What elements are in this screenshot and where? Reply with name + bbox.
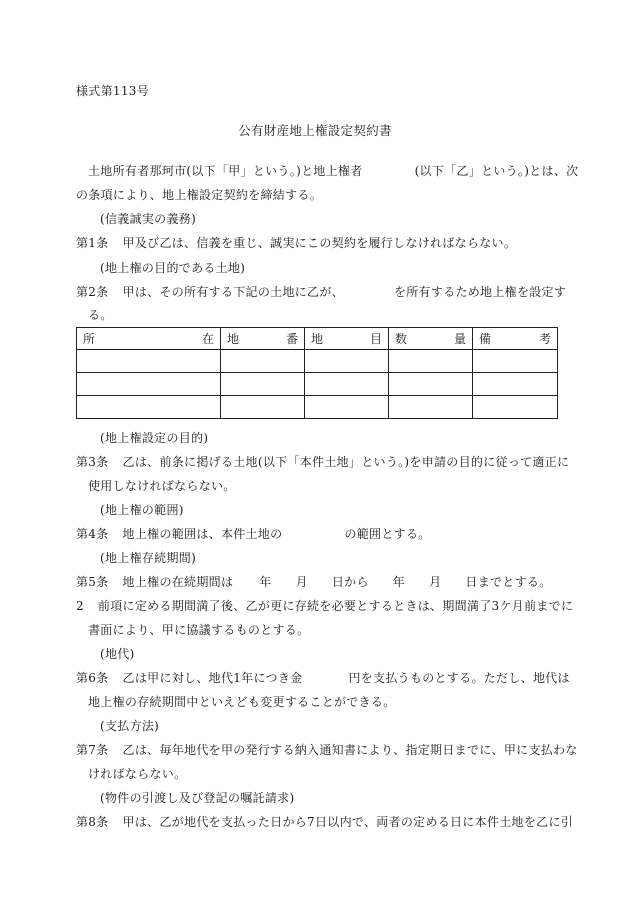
article-7-line-2: ければならない。 [88,767,187,781]
article-3-number: 第3条 [76,455,109,469]
article-7-text-1: 乙は、毎年地代を甲の発行する納入通知書により、指定期日までに、甲に支払わな [122,743,578,757]
article-5-text-a: 地上権の在続期間は [122,575,234,589]
article-2-number: 第2条 [76,285,109,299]
article-3-heading: (地上権設定の目的) [100,431,209,445]
article-5-day-from: 日から [331,575,369,589]
intro-line-1-b: (以下「乙」という。)とは、次 [414,164,579,178]
article-6-line-2: 地上権の存続期間中といえども変更することができる。 [88,695,396,709]
land-table-cell[interactable] [473,350,558,373]
land-table-cell[interactable] [305,396,389,419]
article-8-number: 第8条 [76,815,109,829]
land-table-cell[interactable] [389,350,473,373]
article-8-text-1: 甲は、乙が地代を支払った日から7日以内で、両者の定める日に本件土地を乙に引 [122,815,574,829]
land-table-cell[interactable] [77,350,221,373]
article-2-heading: (地上権の目的である土地) [100,261,246,275]
article-4-number: 第4条 [76,527,109,541]
land-table [76,327,558,419]
intro-line-1 [88,163,578,179]
article-6-text-a: 乙は甲に対し、地代1年につき金 [122,671,303,685]
land-table-cell[interactable] [77,373,221,396]
land-table-header-row [77,328,558,350]
land-table-header-location: 所 在 [77,328,221,350]
article-2-line-2: る。 [88,308,113,322]
land-table-cell[interactable] [77,396,221,419]
article-5-paragraph-2-line-1 [76,598,573,614]
article-3-line-1 [76,454,569,470]
article-7-line-1 [76,742,578,758]
article-5-month-2: 月 [429,575,442,589]
article-7-heading: (支払方法) [100,719,160,733]
land-table-cell[interactable] [389,373,473,396]
article-1-heading: (信義誠実の義務) [100,212,197,226]
article-5-paragraph-2-line-2: 書面により、甲に協議するものとする。 [88,623,310,637]
land-table-header-quantity: 数 量 [389,328,473,350]
land-table-cell[interactable] [305,373,389,396]
land-table-cell[interactable] [305,350,389,373]
article-5-month-1: 月 [295,575,308,589]
article-2-line-1 [76,284,566,300]
land-table-cell[interactable] [221,396,305,419]
article-2-text-b: を所有するため地上権を設定す [393,285,567,299]
land-table-cell[interactable] [221,350,305,373]
land-table-cell[interactable] [473,373,558,396]
article-1-text: 甲及び乙は、信義を重じ、誠実にこの契約を履行しなければならない。 [122,236,517,250]
land-table-header-lot-number: 地 番 [221,328,305,350]
article-4-text-a: 地上権の範囲は、本件土地の [122,527,283,541]
land-table-cell[interactable] [389,396,473,419]
article-8-line-1 [76,814,573,830]
land-table-row [77,396,558,419]
article-2-text-a: 甲は、その所有する下記の土地に乙が、 [122,285,344,299]
land-table-cell[interactable] [473,396,558,419]
article-5-heading: (地上権存続期間) [100,551,197,565]
article-7-number: 第7条 [76,743,109,757]
article-5-paragraph-2-text-1: 前項に定める期間満了後、乙が更に存続を必要とするときは、期間満了3ケ月前までに [97,599,574,613]
intro-line-2: の条項により、地上権設定契約を締結する。 [76,188,323,202]
article-4-heading: (地上権の範囲) [100,503,184,517]
article-1-number: 第1条 [76,236,109,250]
article-5-paragraph-number: 2 [76,599,84,613]
intro-line-1-a: 土地所有者那珂市(以下「甲」という。)と地上権者 [88,164,363,178]
article-3-line-2: 使用しなければならない。 [88,479,236,493]
article-4-text-b: の範囲とする。 [344,527,431,541]
article-6-heading: (地代) [100,647,135,661]
document-title: 公有財産地上権設定契約書 [238,123,392,138]
article-5-year-1: 年 [259,575,272,589]
land-table-header-remarks: 備 考 [473,328,558,350]
article-6-number: 第6条 [76,671,109,685]
land-table-cell[interactable] [221,373,305,396]
land-table-header-land-category: 地 目 [305,328,389,350]
article-6-text-b: 円を支払うものとする。ただし、地代は [348,671,570,685]
article-6-line-1 [76,670,570,686]
article-5-year-2: 年 [392,575,406,589]
land-table-row [77,373,558,396]
form-number: 様式第113号 [76,84,150,98]
article-4-line-1 [76,526,431,542]
article-8-heading: (物件の引渡し及び登記の嘱託請求) [100,791,295,805]
article-5-line-1 [76,574,552,590]
article-5-day-until: 日までとする。 [465,575,552,589]
land-table-row [77,350,558,373]
article-3-text-1: 乙は、前条に掲げる土地(以下「本件土地」という。)を申請の目的に従って適正に [122,455,570,469]
article-5-number: 第5条 [76,575,109,589]
article-1-line-1 [76,235,516,251]
